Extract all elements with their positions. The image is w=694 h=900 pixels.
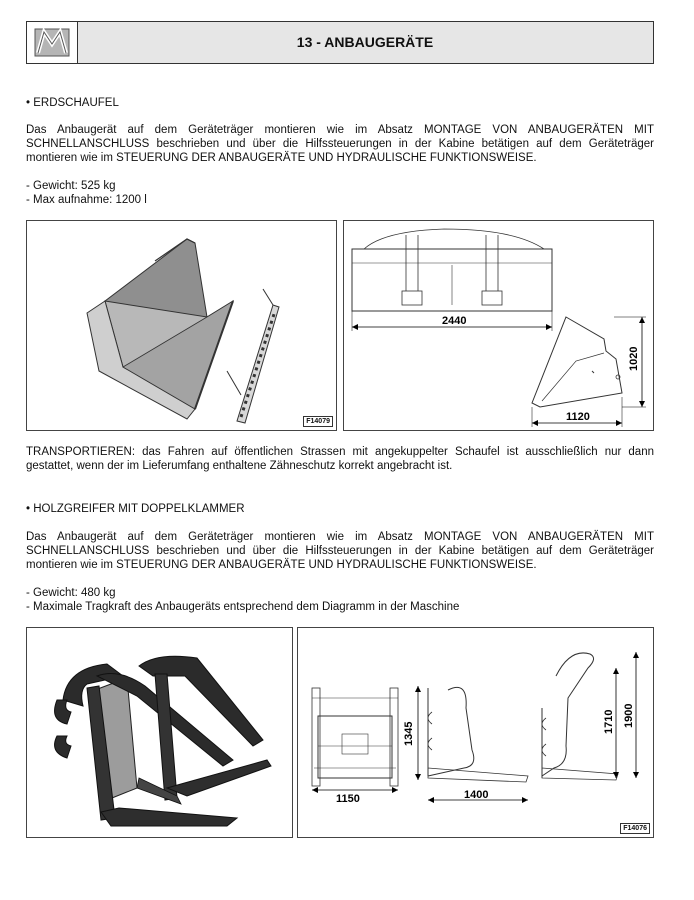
grapple-illustration bbox=[26, 627, 293, 838]
spec-capacity: - Maximale Tragkraft des Anbaugeräts entsprechend dem Diagramm in der Maschine bbox=[26, 601, 460, 613]
dim-height-label: 1020 bbox=[628, 346, 640, 371]
paragraph-line: SCHNELLANSCHLUSS beschrieben und über die Hilfssteuerungen in der Kabine betätigen auf dem Geräteträger bbox=[26, 138, 654, 150]
dim-width-label: 2440 bbox=[442, 315, 467, 327]
paragraph-line: SCHNELLANSCHLUSS beschrieben und über die Hilfssteuerungen in der Kabine betätigen auf dem Geräteträger bbox=[26, 545, 654, 557]
spec-weight: - Gewicht: 525 kg bbox=[26, 180, 116, 192]
spec-weight: - Gewicht: 480 kg bbox=[26, 587, 116, 599]
page-header bbox=[26, 21, 654, 64]
spec-capacity: - Max aufnahme: 1200 l bbox=[26, 194, 147, 206]
paragraph-line: montieren wie im STEUERUNG DER ANBAUGERÄTE UND HYDRAULISCHE FUNKTIONSWEISE. bbox=[26, 152, 537, 164]
paragraph-line: montieren wie im STEUERUNG DER ANBAUGERÄTE UND HYDRAULISCHE FUNKTIONSWEISE. bbox=[26, 559, 537, 571]
figure-code: F14076 bbox=[620, 823, 650, 834]
bucket-dimension-drawing bbox=[343, 220, 654, 431]
transport-note-line: TRANSPORTIEREN: das Fahren auf öffentlichen Strassen mit angekuppelter Schaufel ist ausschließlich nur dann bbox=[26, 446, 654, 458]
transport-note-line: gestattet, wenn der im Lieferumfang enthaltene Zähneschutz korrekt angebracht ist. bbox=[26, 460, 453, 472]
dim-depth-label: 1120 bbox=[566, 411, 590, 423]
dim-height-closed-label: 1345 bbox=[403, 721, 415, 746]
dim-height-open1-label: 1710 bbox=[603, 709, 615, 734]
page-title: 13 - ANBAUGERÄTE bbox=[296, 34, 434, 50]
dim-height-open2-label: 1900 bbox=[623, 703, 635, 728]
dim-width-label: 1150 bbox=[336, 793, 360, 805]
company-logo bbox=[27, 22, 78, 63]
section-heading-erdschaufel: • ERDSCHAUFEL bbox=[26, 97, 119, 109]
figure-code: F14079 bbox=[303, 416, 333, 427]
paragraph-line: Das Anbaugerät auf dem Geräteträger montieren wie im Absatz MONTAGE VON ANBAUGERÄTEN MIT bbox=[26, 531, 654, 543]
bucket-illustration bbox=[26, 220, 337, 431]
paragraph-line: Das Anbaugerät auf dem Geräteträger montieren wie im Absatz MONTAGE VON ANBAUGERÄTEN MIT bbox=[26, 124, 654, 136]
section-heading-holzgreifer: • HOLZGREIFER MIT DOPPELKLAMMER bbox=[26, 503, 245, 515]
grapple-dimension-drawing bbox=[297, 627, 654, 838]
dim-length-label: 1400 bbox=[464, 789, 489, 801]
